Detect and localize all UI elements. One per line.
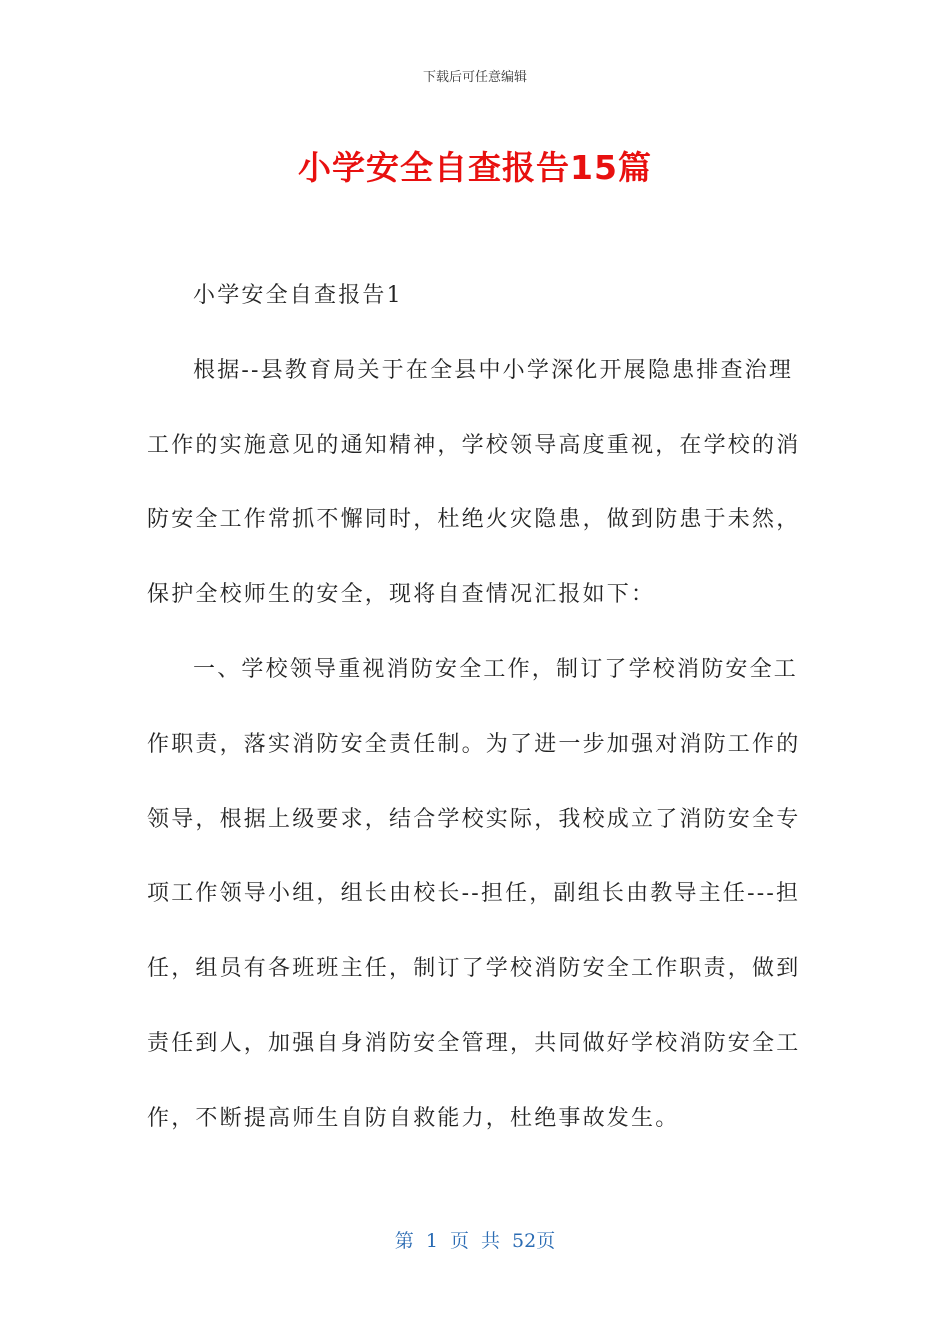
body-line: 根据--县教育局关于在全县中小学深化开展隐患排查治理: [193, 357, 794, 383]
body-line: 任，组员有各班班主任，制订了学校消防安全工作职责，做到: [147, 956, 801, 982]
body-line: 作职责，落实消防安全责任制。为了进一步加强对消防工作的: [147, 731, 801, 757]
document-body: [147, 276, 803, 1174]
body-line: 项工作领导小组，组长由校长--担任，副组长由教导主任---担: [147, 881, 801, 907]
header-note: 下载后可任意编辑: [422, 70, 527, 85]
page-footer: 第 1 页 共 52页: [394, 1230, 556, 1252]
body-line: 责任到人，加强自身消防安全管理，共同做好学校消防安全工: [147, 1030, 801, 1056]
body-line: 防安全工作常抓不懈同时，杜绝火灾隐患，做到防患于未然，: [147, 507, 801, 533]
body-line: 保护全校师生的安全，现将自查情况汇报如下：: [147, 582, 656, 608]
body-line: 作，不断提高师生自防自救能力，杜绝事故发生。: [147, 1105, 680, 1131]
body-line: 领导，根据上级要求，结合学校实际，我校成立了消防安全专: [147, 806, 801, 832]
document-title: 小学安全自查报告15篇: [298, 148, 652, 187]
body-line: 小学安全自查报告1: [193, 283, 403, 308]
body-line: 工作的实施意见的通知精神，学校领导高度重视，在学校的消: [147, 432, 801, 458]
body-line: 一、学校领导重视消防安全工作，制订了学校消防安全工: [193, 656, 799, 682]
